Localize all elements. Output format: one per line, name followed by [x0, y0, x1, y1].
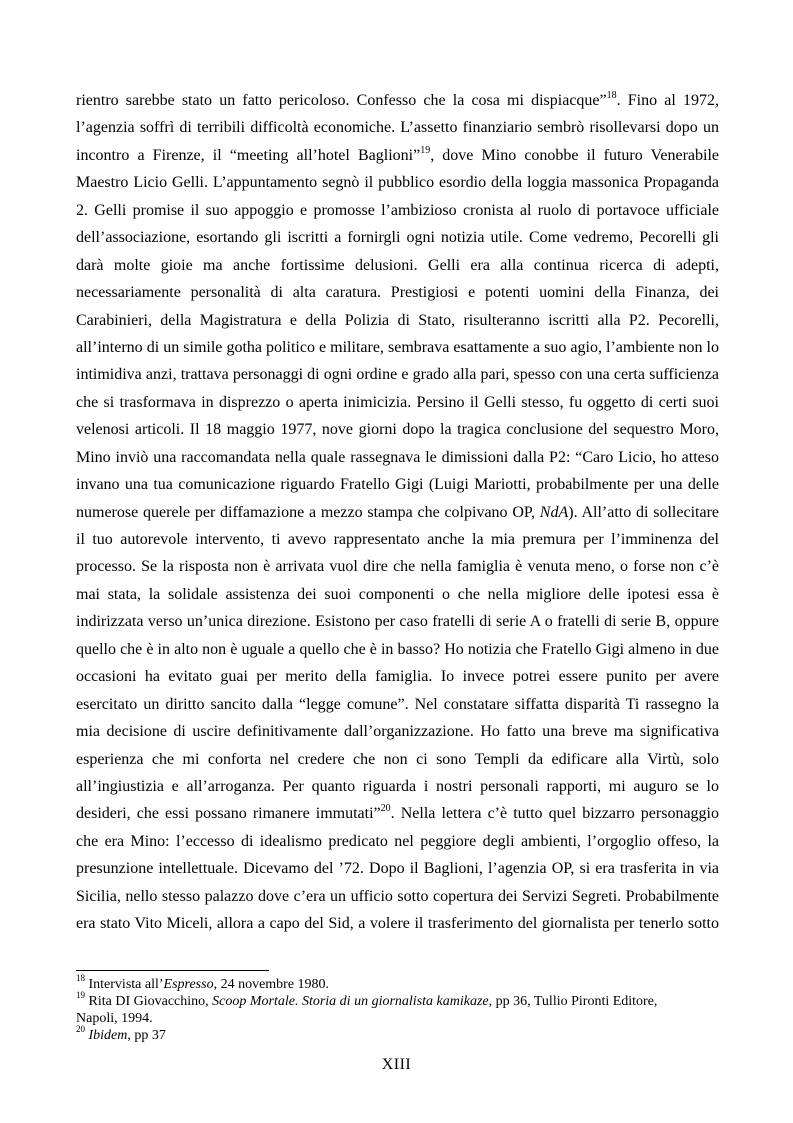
text-line: mai stata, la solidale assistenza dei suoi componenti o che nella migliore delle ipotesi essa è [76, 585, 719, 603]
footnote-19: $^{19}$ Rita DI Giovacchino, Scoop Mortale. Storia di un giornalista kamikaze, pp 36, Tullio Pironti Editore, [76, 990, 658, 1009]
footnote-ref: 18 [606, 89, 617, 101]
footnote-19-continued: Napoli, 1994. [76, 1011, 153, 1026]
text-line: che era Mino: l’eccesso di idealismo predicato nel peggiore degli ambienti, l’orgoglio offeso, la [76, 832, 719, 850]
text-line: intimidiva anzi, trattava personaggi di ogni ordine e grado alla pari, spesso con una certa sufficienza [76, 366, 719, 384]
text-line: invano una tua comunicazione riguardo Fratello Gigi (Luigi Mariotti, probabilmente per una delle [76, 476, 719, 494]
text-line: Sicilia, nello stesso palazzo dove c’era un ufficio sotto copertura dei Servizi Segreti. Probabilmente [76, 887, 719, 905]
body-text [76, 87, 719, 938]
text-line: darà molte gioie ma anche fortissime delusioni. Gelli era alla continua ricerca di adepti, [76, 256, 719, 274]
text-line: mia decisione di uscire definitivamente dall’organizzazione. Ho fatto una breve ma significativa [76, 723, 719, 741]
text-line: esperienza che mi conforta nel credere che non ci sono Templi da edificare alla Virtù, solo [76, 750, 719, 768]
text-line: all’interno di un simile gotha politico e militare, sembrava esattamente a suo agio, l’ambiente non lo [76, 338, 719, 356]
page-number: XIII [381, 1056, 412, 1073]
text-line: Maestro Licio Gelli. L’appuntamento segnò il pubblico esordio della loggia massonica Propaganda [76, 174, 719, 192]
text-line: l’agenzia soffrì di terribili difficoltà economiche. L’assetto finanziario sembrò risollevarsi dopo un [76, 119, 719, 137]
text-line: velenosi articoli. Il 18 maggio 1977, nove giorni dopo la tragica conclusione del sequestro Moro, [76, 421, 719, 439]
footnote-ref: 19 [420, 144, 431, 156]
footnote-18: $^{18}$ Intervista all’Espresso, 24 novembre 1980. [76, 973, 330, 992]
footnotes [76, 973, 719, 1044]
text-line: presunzione intellettuale. Dicevamo del ’72. Dopo il Baglioni, l’agenzia OP, si era trasferita in via [76, 860, 719, 878]
text-line: Carabinieri, della Magistratura e della Polizia di Stato, risulteranno iscritti alla P2. Pecorelli, [76, 311, 719, 329]
text-line: dell’associazione, esortando gli iscritti a fornirgli ogni notizia utile. Come vedremo, Pecorelli gli [76, 229, 719, 247]
text-line: Mino inviò una raccomandata nella quale rassegnava le dimissioni dalla P2: “Caro Licio, ho atteso [76, 448, 719, 466]
text-line: incontro a Firenze, il “meeting all’hotel Baglioni”$^{19}$, dove Mino conobbe il futuro Venerabile [76, 144, 719, 164]
text-line: il tuo autorevole intervento, ti avevo rappresentato anche la mia premura per l’imminenza del [76, 531, 719, 548]
text-line: 2. Gelli promise il suo appoggio e promosse l’ambizioso cronista al ruolo di portavoce ufficiale [76, 201, 719, 219]
text-line: desideri, che essi possano rimanere immutati”$^{20}$. Nella lettera c’è tutto quel bizzarro personaggio [76, 803, 719, 823]
text-line: occasioni ha evitato guai per merito della famiglia. Io invece potrei essere punito per avere [76, 668, 719, 686]
footnote-ref: 20 [380, 803, 391, 815]
text-line: che si trasformava in disprezzo o aperta inimicizia. Persino il Gelli stesso, fu oggetto di certi suoi [76, 393, 719, 411]
text-line: all’ingiustizia e all’arroganza. Per quanto riguarda i nostri personali rapporti, mi auguro se lo [76, 777, 719, 795]
footnote-separator [76, 970, 269, 971]
text-line: rientro sarebbe stato un fatto pericoloso. Confesso che la cosa mi dispiacque”$^{18}$. Fino al 1972, [76, 89, 720, 109]
text-line: esercitato un diritto sancito dalla “legge comune”. Nel constatare siffatta disparità Ti rassegno la [76, 695, 719, 713]
footnote-number: 20 [76, 1024, 85, 1035]
footnote-number: 19 [76, 990, 85, 1001]
footnote-20: $^{20}$ Ibidem, pp 37 [76, 1024, 166, 1043]
text-line: processo. Se la risposta non è arrivata vuol dire che nella famiglia è venuta meno, o forse non c’è [76, 558, 719, 576]
text-line: indirizzata verso un’unica direzione. Esistono per caso fratelli di serie A o fratelli di serie B, oppure [76, 613, 719, 631]
footnote-number: 18 [76, 973, 85, 984]
text-line: necessariamente personalità di alta caratura. Prestigiosi e potenti uomini della Finanza, dei [76, 284, 719, 302]
text-line: quello che è in alto non è uguale a quello che è in basso? Ho notizia che Fratello Gigi almeno in due [76, 640, 719, 658]
text-line: era stato Vito Miceli, allora a capo del Sid, a volere il trasferimento del giornalista per tenerlo sotto [76, 915, 719, 933]
text-line: numerose querele per diffamazione a mezzo stampa che colpivano OP, NdA). All’atto di sollecitare [76, 503, 719, 521]
italic-note: NdA [539, 503, 569, 521]
